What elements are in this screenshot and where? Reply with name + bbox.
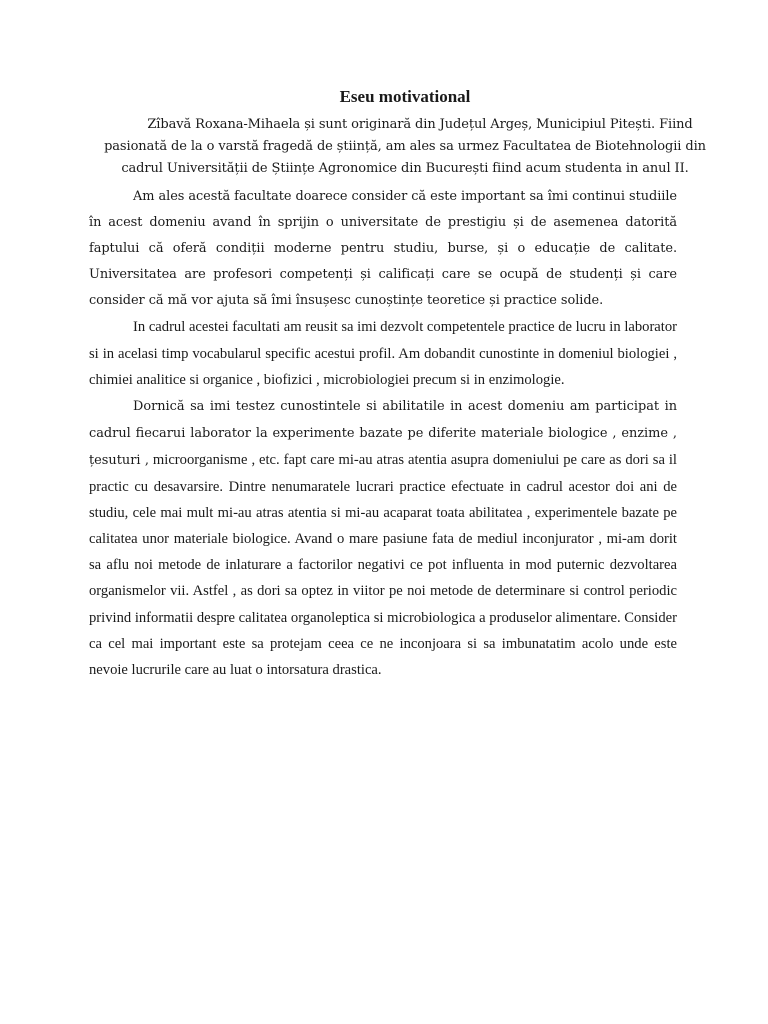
essay-body — [89, 184, 677, 683]
page-title: Eseu motivational — [339, 87, 471, 106]
paragraph-experience-start: Dornică sa imi testez cunostintele si abilitatile in acest domeniu am participat in cadrul fiecarui laborator la experimente bazate pe diferite materiale biologice , enzime , țesuturi , — [89, 398, 677, 468]
intro-block — [80, 114, 730, 180]
paragraph-motivation: Am ales acestă facultate doarece consider că este important sa îmi continui studiile în acest domeniu avand în sprijin o universitate de prestigiu și de asemenea datorită faptului că oferă condiții moderne pentru studiu, burse, și o educație de calitate. Universitatea are profesori competenți și calificați care se ocupă de studenți și care consider că mă vor ajuta să îmi însușesc cunoștințe teoretice și practice solide. — [89, 189, 677, 309]
paragraph-experience-rest: microorganisme , etc. fapt care mi-au atras atentia asupra domeniului pe care as dori sa il practic cu desavarsire. Dintre nenumaratele lucrari practice efectuate in cadrul acestor doi ani de studiu, cele mai mult mi-au atras atentia si mi-au acaparat toata abilitatea , experimentele bazate pe calitatea unor materiale biologice. Avand o mare pasiune fata de mediul inconjurator , mi-am dorit sa aflu noi metode de inlaturare a factorilor negativi ce pot influenta in mod puternic dezvoltarea organismelor vii. Astfel , as dori sa optez in viitor pe noi metode de determinare si control periodic privind informatii despre calitatea organoleptica si microbiologica a produselor alimentare. Consider ca cel mai important este sa protejam ceea ce ne inconjoara si sa imbunatatim acolo unde este nevoie lucrurile care au luat o intorsatura drastica. — [89, 451, 677, 678]
paragraph-skills: In cadrul acestei facultati am reusit sa imi dezvolt competentele practice de lucru in laborator si in acelasi timp vocabularul specific acestui profil. Am dobandit cunostinte in domeniul biologiei , chimiei analitice si organice , biofizici , microbiologiei precum si in enzimologie. — [89, 319, 677, 388]
intro-line: pasionată de la o varstă fragedă de știință, am ales sa urmez Facultatea de Biotehnologii din — [104, 139, 706, 154]
intro-line: Zîbavă Roxana-Mihaela și sunt originară din Județul Argeș, Municipiul Pitești. Fiind — [147, 117, 693, 132]
intro-line: cadrul Universității de Științe Agronomice din București fiind acum studenta in anul II. — [121, 161, 689, 176]
paragraph-experience — [89, 393, 677, 683]
